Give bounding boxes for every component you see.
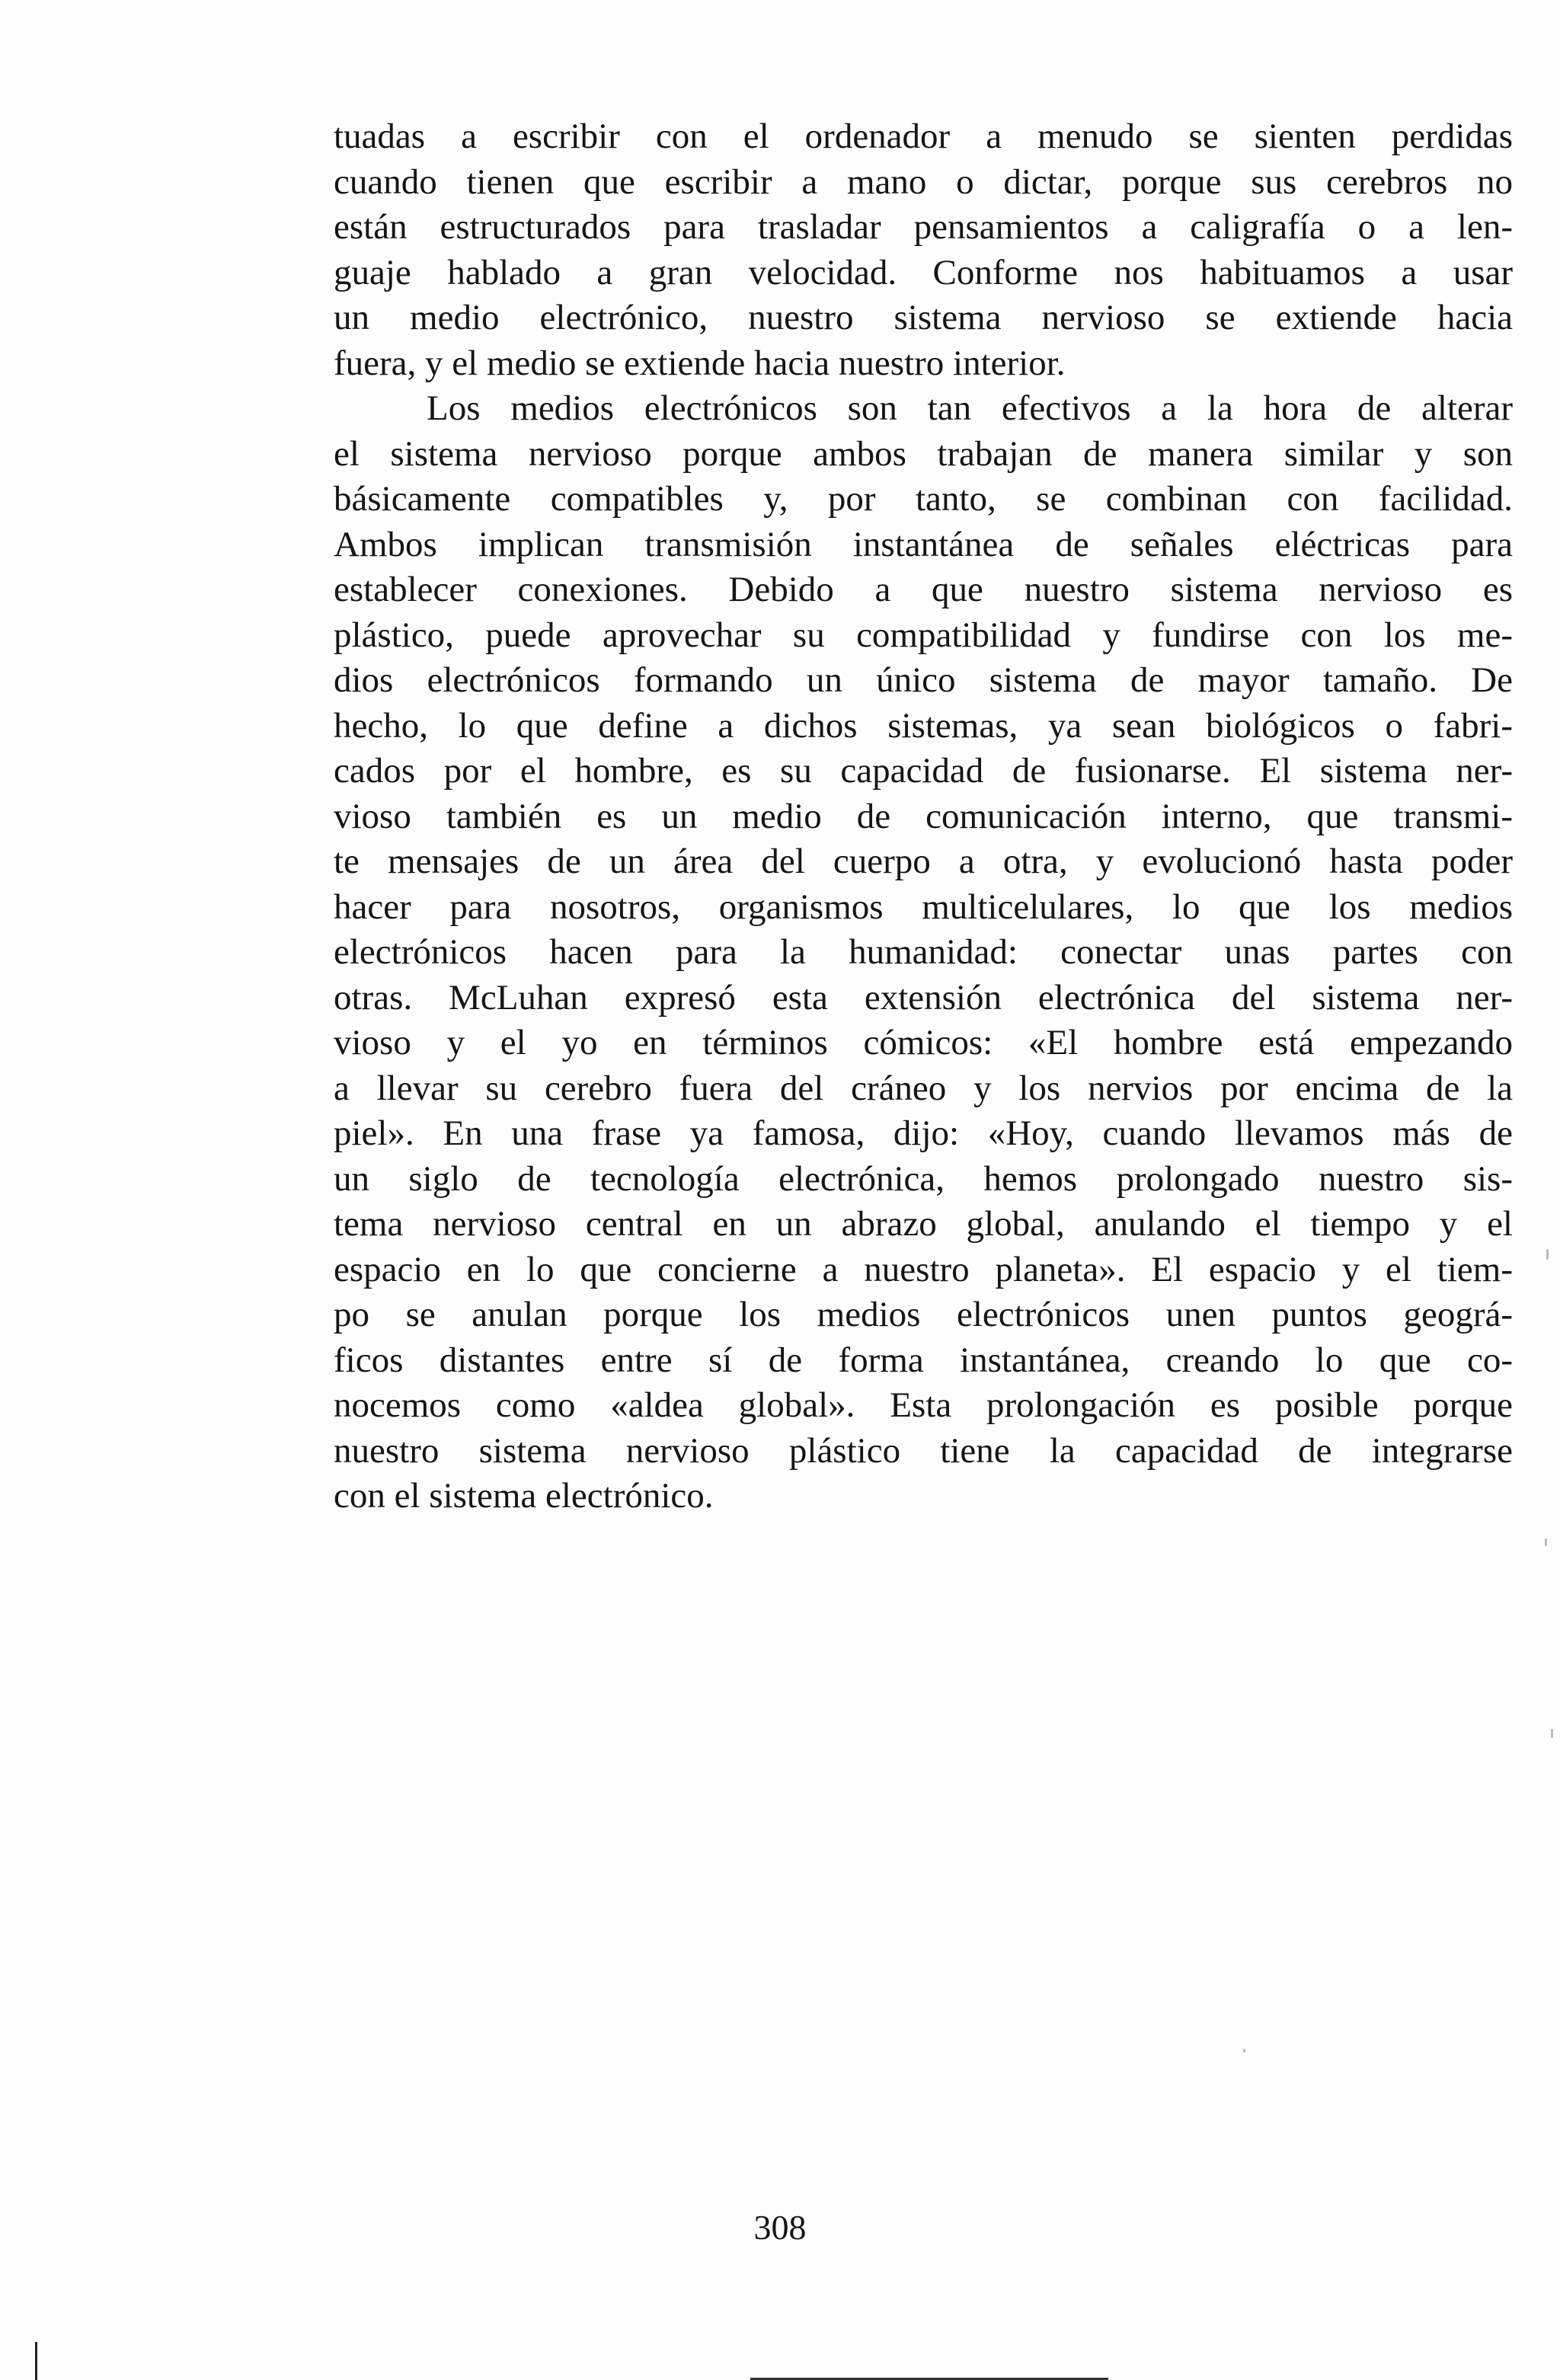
text-line: establecer conexiones. Debido a que nuestro sistema nervioso es [334,570,1513,609]
text-line: están estructurados para trasladar pensamientos a caligrafía o a len- [334,207,1513,247]
text-line: plástico, puede aprovechar su compatibilidad y fundirse con los me- [334,615,1513,655]
text-line: piel». En una frase ya famosa, dijo: «Hoy, cuando llevamos más de [334,1113,1513,1153]
text-line: hacer para nosotros, organismos multicelulares, lo que los medios [334,887,1513,927]
text-line: otras. McLuhan expresó esta extensión electrónica del sistema ner- [334,977,1513,1017]
text-line: tuadas a escribir con el ordenador a menudo se sienten perdidas [334,117,1513,156]
text-line: espacio en lo que concierne a nuestro planeta». El espacio y el tiem- [334,1249,1513,1289]
text-line: hecho, lo que define a dichos sistemas, ya sean biológicos o fabri- [334,705,1513,746]
page-number: 308 [753,2208,807,2247]
text-line: tema nervioso central en un abrazo global, anulando el tiempo y el [334,1204,1513,1244]
scan-speck [1551,1729,1553,1738]
paragraph-start-line: Los medios electrónicos son tan efectivos a la hora de alterar [427,388,1513,428]
text-line: nuestro sistema nervioso plástico tiene la capacidad de integrarse [334,1430,1513,1471]
text-line: Ambos implican transmisión instantánea de señales eléctricas para [334,524,1513,564]
text-line: a llevar su cerebro fuera del cráneo y los nervios por encima de la [334,1068,1513,1108]
text-line: electrónicos hacen para la humanidad: conectar unas partes con [334,932,1513,972]
text-line: cados por el hombre, es su capacidad de fusionarse. El sistema ner- [334,751,1513,791]
text-line: el sistema nervioso porque ambos trabajan de manera similar y son [334,433,1513,474]
text-line: dios electrónicos formando un único sistema de mayor tamaño. De [334,660,1513,700]
text-line: un medio electrónico, nuestro sistema nervioso se extiende hacia [334,298,1513,337]
text-line: nocemos como «aldea global». Esta prolongación es posible porque [334,1385,1513,1425]
body-text [334,114,1513,1519]
scan-speck [1545,1538,1547,1546]
text-line: vioso también es un medio de comunicación interno, que transmi- [334,796,1513,836]
text-line: vioso y el yo en términos cómicos: «El hombre está empezando [334,1023,1513,1062]
text-line: po se anulan porque los medios electrónicos unen puntos geográ- [334,1295,1513,1334]
scan-speck [1546,1249,1549,1260]
scan-speck [1243,2049,1245,2053]
text-line: guaje hablado a gran velocidad. Conforme nos habituamos a usar [334,252,1513,292]
text-line: te mensajes de un área del cuerpo a otra, y evolucionó hasta poder [334,842,1513,881]
text-line: cuando tienen que escribir a mano o dictar, porque sus cerebros no [334,161,1513,202]
text-line: un siglo de tecnología electrónica, hemos prolongado nuestro sis- [334,1158,1513,1199]
text-line: básicamente compatibles y, por tanto, se combinan con facilidad. [334,479,1513,519]
text-line: con el sistema electrónico. [334,1476,714,1516]
text-line: fuera, y el medio se extiende hacia nuestro interior. [334,343,1066,383]
text-line: ficos distantes entre sí de forma instantánea, creando lo que co- [334,1340,1513,1380]
scan-artifact-mark [35,2342,37,2380]
